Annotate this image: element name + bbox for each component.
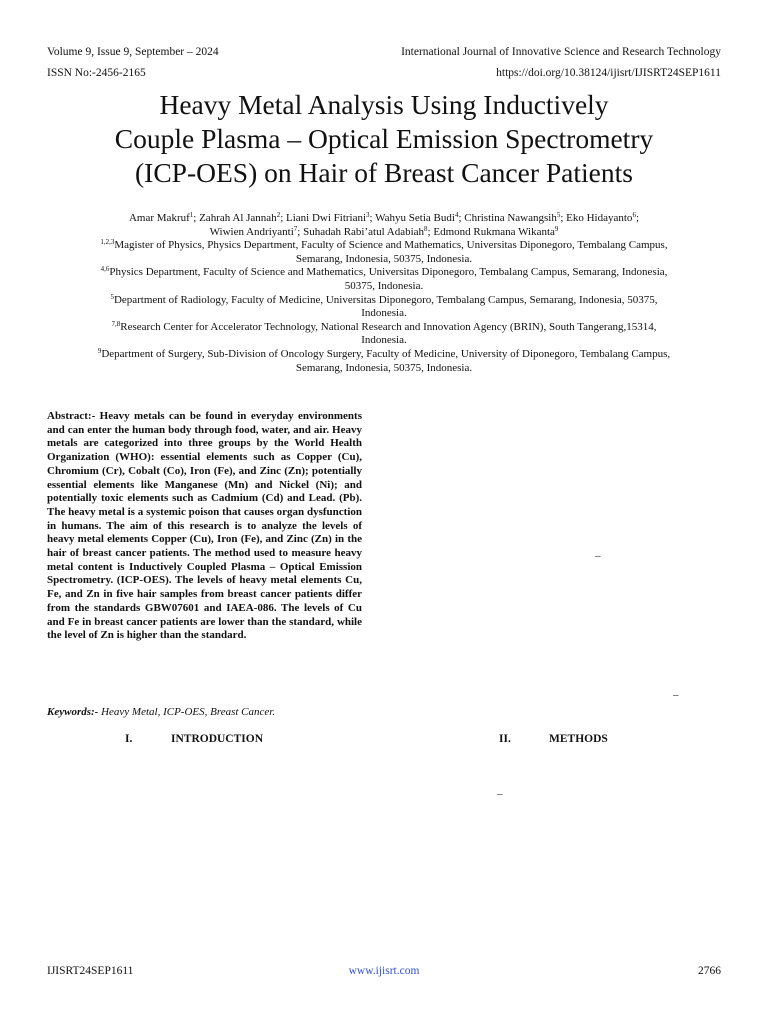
keywords-text: Heavy Metal, ICP-OES, Breast Cancer. — [98, 706, 276, 718]
title-line: Heavy Metal Analysis Using Inductively — [159, 89, 609, 120]
section-title-introduction: INTRODUCTION — [171, 733, 264, 745]
dash-mark: – — [497, 788, 503, 800]
abstract-text: Abstract:- Heavy metals can be found in everyday environments and can enter the human body through food, water, and air. Heavy metals are categorized into three groups by the World Health Organization (WHO): essential elements such as Copper (Cu), Chromium (Cr), Cobalt (Co), Iron (Fe), and Zinc (Zn); potentially essential elements like Manganese (Mn) and Nickel (Ni); and potentially toxic elements such as Cadmium (Cd) and Lead. (Pb). The heavy metal is a systemic poison that causes organ dysfunction in humans. The aim of this research is to analyze the levels of heavy metal elements Copper (Cu), Iron (Fe), and Zinc (Zn) in the hair of breast cancer patients. The method used to measure heavy metal content is Inductively Coupled Plasma – Optical Emission Spectrometry. (ICP-OES). The levels of heavy metal elements Cu, Fe, and Zn in five hair samples from breast cancer patients differ from the standards GBW07601 and IAEA-086. The levels of Cu and Fe in breast cancer patients are lower than the standard, while the level of Zn is higher than the standard. — [47, 410, 362, 642]
section-number-introduction: I. — [125, 733, 133, 745]
affiliation-sup: 7,8 — [111, 319, 121, 328]
author-line — [40, 226, 728, 240]
author-sup: 3 — [366, 211, 370, 219]
author-sup: 7 — [293, 224, 298, 233]
author-name: Amar Makruf — [128, 212, 190, 224]
author-name: ; Zahrah Al Jannah — [193, 212, 277, 224]
header-issn: ISSN No:-2456-2165 — [47, 67, 146, 79]
affiliation-line — [40, 294, 728, 308]
affiliation-line: Semarang, Indonesia, 50375, Indonesia. — [295, 361, 473, 374]
affiliation-sup: 4,6 — [100, 265, 110, 274]
author-sup: 4 — [454, 211, 459, 219]
affiliation-text: Research Center for Accelerator Technology, National Research and Innovation Agency (BRIN), South Tangerang,15314, — [120, 320, 657, 333]
section-title-methods: METHODS — [549, 733, 608, 745]
affiliation-line — [40, 321, 728, 335]
title-line: Couple Plasma – Optical Emission Spectrometry — [114, 123, 654, 154]
affiliation-text: Department of Radiology, Faculty of Medicine, Universitas Diponegoro, Tembalang Campus, Semarang, Indonesia, 50375, — [113, 293, 658, 306]
author-sup: 6 — [632, 211, 636, 219]
author-name: ; Edmond Rukmana Wikanta — [427, 225, 555, 238]
footer-page-number: 2766 — [698, 965, 721, 977]
dash-mark: – — [595, 550, 601, 562]
affiliation-line: 50375, Indonesia. — [344, 279, 424, 292]
affiliation-sup: 5 — [110, 292, 114, 301]
footer-site[interactable]: www.ijisrt.com — [348, 965, 420, 977]
keywords — [47, 705, 275, 719]
title-line: (ICP-OES) on Hair of Breast Cancer Patients — [135, 157, 633, 188]
author-name: ; Christina Nawangsih — [458, 212, 557, 224]
author-separator: ; — [635, 212, 639, 224]
author-name: ; Wahyu Setia Budi — [369, 212, 455, 224]
affiliation-line — [40, 266, 728, 280]
author-name: ; Liani Dwi Fitriani — [280, 212, 367, 224]
paper-title — [60, 88, 708, 190]
footer-site-link — [0, 965, 768, 977]
author-sup: 2 — [276, 211, 281, 219]
author-sup: 8 — [424, 224, 428, 233]
authors-affiliations — [40, 212, 728, 375]
affiliation-line — [40, 239, 728, 253]
author-line — [40, 212, 728, 226]
keywords-label: Keywords:- — [47, 706, 99, 718]
affiliation-line: Indonesia. — [361, 334, 407, 347]
affiliation-line — [40, 348, 728, 362]
author-sup: 1 — [189, 211, 194, 219]
footer-id: IJISRT24SEP1611 — [47, 965, 134, 977]
affiliation-text: Department of Surgery, Sub-Division of Oncology Surgery, Faculty of Medicine, University of Diponegoro, Tembalang Campus, — [101, 347, 671, 360]
author-name: Wiwien Andriyanti — [209, 225, 294, 238]
author-name: ; Eko Hidayanto — [560, 212, 633, 224]
affiliation-sup: 1,2,3 — [100, 238, 115, 247]
header-doi[interactable]: https://doi.org/10.38124/ijisrt/IJISRT24SEP1611 — [496, 67, 721, 79]
section-number-methods: II. — [499, 733, 511, 745]
header-volume: Volume 9, Issue 9, September – 2024 — [47, 46, 219, 58]
author-name: ; Suhadah Rabi’atul Adabiah — [297, 225, 425, 238]
affiliation-line: Semarang, Indonesia, 50375, Indonesia. — [295, 252, 473, 265]
dash-mark: – — [673, 689, 679, 701]
affiliation-line: Indonesia. — [361, 307, 407, 320]
affiliation-text: Physics Department, Faculty of Science and Mathematics, Universitas Diponegoro, Tembalang Campus, Semarang, Indonesia, — [109, 266, 668, 279]
affiliation-sup: 9 — [97, 346, 102, 355]
author-sup: 9 — [554, 224, 559, 233]
author-sup: 5 — [556, 211, 561, 219]
header-journal: International Journal of Innovative Science and Research Technology — [401, 46, 721, 58]
affiliation-text: Magister of Physics, Physics Department, Faculty of Science and Mathematics, Universitas Diponegoro, Tembalang Campus, — [114, 239, 668, 252]
